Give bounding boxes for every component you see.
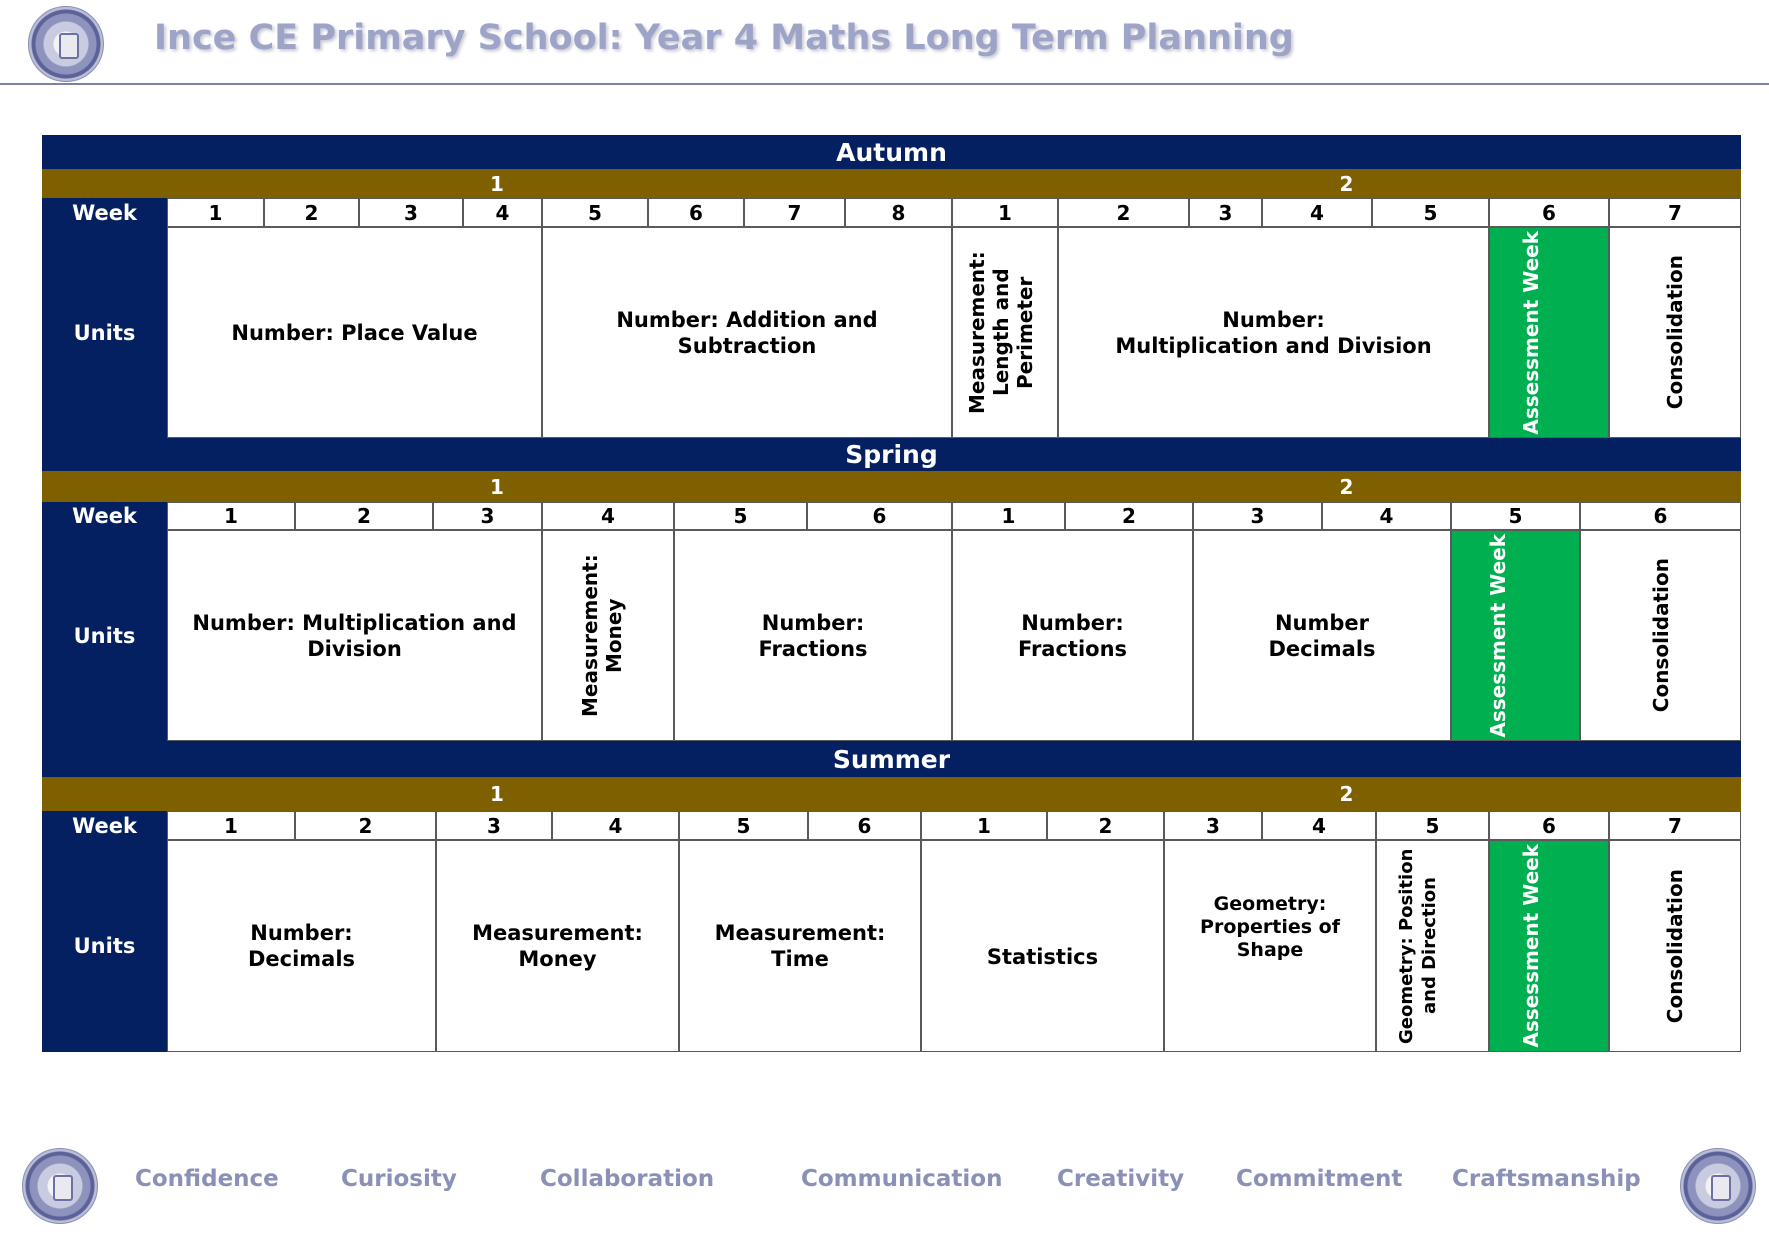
week-number: 6 [1489,198,1609,227]
week-number: 4 [1322,502,1451,530]
value-confidence: Confidence [135,1166,279,1192]
value-curiosity: Curiosity [341,1166,457,1192]
week-number: 1 [952,198,1058,227]
half-term-header: 1 [42,169,952,198]
consolidation [1609,227,1741,438]
unit-text: Assessment Week [1519,230,1543,435]
assessment-week [1489,840,1609,1052]
week-number: 2 [264,198,359,227]
week-number: 4 [552,811,679,840]
season-header-spring: Spring [42,438,1741,471]
unit-length-perimeter [952,227,1058,438]
page-title: Ince CE Primary School: Year 4 Maths Long Term Planning [154,18,1294,58]
season-header-summer: Summer [42,741,1741,777]
week-number: 3 [436,811,552,840]
unit-text: Measurement: Money [578,554,626,717]
week-label: Week [42,198,167,227]
half-term-header: 2 [952,471,1741,502]
unit-place-value: Number: Place Value [167,227,542,438]
unit-fractions: Number: Fractions [952,530,1193,741]
week-label: Week [42,811,167,840]
week-number: 1 [921,811,1047,840]
units-label: Units [42,840,167,1052]
week-number: 2 [1047,811,1164,840]
assessment-week [1451,530,1580,741]
unit-text: Consolidation [1663,868,1687,1024]
week-number: 4 [1262,811,1376,840]
week-number: 8 [845,198,952,227]
week-number: 2 [295,811,436,840]
week-number: 2 [1065,502,1193,530]
week-number: 4 [1262,198,1372,227]
assessment-week [1489,227,1609,438]
value-collaboration: Collaboration [540,1166,715,1192]
units-label: Units [42,530,167,741]
week-number: 4 [463,198,542,227]
week-number: 3 [1164,811,1262,840]
week-number: 3 [359,198,463,227]
unit-addition-subtraction: Number: Addition and Subtraction [542,227,952,438]
value-craftsmanship: Craftsmanship [1452,1166,1641,1192]
unit-money [542,530,674,741]
unit-text: Consolidation [1648,558,1673,713]
half-term-header: 1 [42,471,952,502]
week-label: Week [42,502,167,530]
unit-fractions: Number: Fractions [674,530,952,741]
week-number: 7 [1609,811,1741,840]
unit-position-direction [1376,840,1489,1052]
unit-text: Assessment Week [1519,844,1543,1048]
week-number: 7 [1609,198,1741,227]
half-term-header: 1 [42,777,952,811]
header-divider [0,83,1769,85]
week-number: 6 [1580,502,1741,530]
unit-money: Measurement: Money [436,840,679,1052]
week-number: 1 [952,502,1065,530]
unit-time: Measurement: Time [679,840,921,1052]
week-number: 7 [744,198,845,227]
unit-statistics: Statistics [921,840,1164,1052]
half-term-header: 2 [952,169,1741,198]
unit-properties-of-shape: Geometry: Properties of Shape [1164,840,1376,1052]
value-creativity: Creativity [1057,1166,1185,1192]
unit-decimals: Number Decimals [1193,530,1451,741]
week-number: 5 [542,198,648,227]
season-header-autumn: Autumn [42,135,1741,169]
week-number: 6 [808,811,921,840]
school-logo [28,6,104,82]
unit-text: Assessment Week [1485,533,1510,738]
week-number: 5 [1372,198,1489,227]
week-number: 5 [1376,811,1489,840]
value-commitment: Commitment [1236,1166,1403,1192]
unit-multiplication-division: Number: Multiplication and Division [1058,227,1489,438]
school-logo-left [22,1148,98,1224]
value-communication: Communication [801,1166,1003,1192]
week-number: 2 [1058,198,1189,227]
unit-decimals: Number: Decimals [167,840,436,1052]
week-number: 4 [542,502,674,530]
week-number: 3 [1193,502,1322,530]
consolidation [1580,530,1741,741]
week-number: 1 [167,198,264,227]
week-number: 1 [167,811,295,840]
week-number: 6 [648,198,744,227]
consolidation [1609,840,1741,1052]
week-number: 5 [1451,502,1580,530]
half-term-header: 2 [952,777,1741,811]
unit-text: Geometry: Position and Direction [1395,848,1440,1044]
week-number: 6 [807,502,952,530]
week-number: 3 [1189,198,1262,227]
week-number: 3 [433,502,542,530]
week-number: 5 [679,811,808,840]
units-label: Units [42,227,167,438]
week-number: 1 [167,502,295,530]
week-number: 2 [295,502,433,530]
week-number: 6 [1489,811,1609,840]
school-logo-right [1680,1148,1756,1224]
week-number: 5 [674,502,807,530]
unit-text: Consolidation [1663,255,1687,410]
unit-multiplication-division: Number: Multiplication and Division [167,530,542,741]
unit-text: Measurement: Length and Perimeter [965,251,1037,414]
